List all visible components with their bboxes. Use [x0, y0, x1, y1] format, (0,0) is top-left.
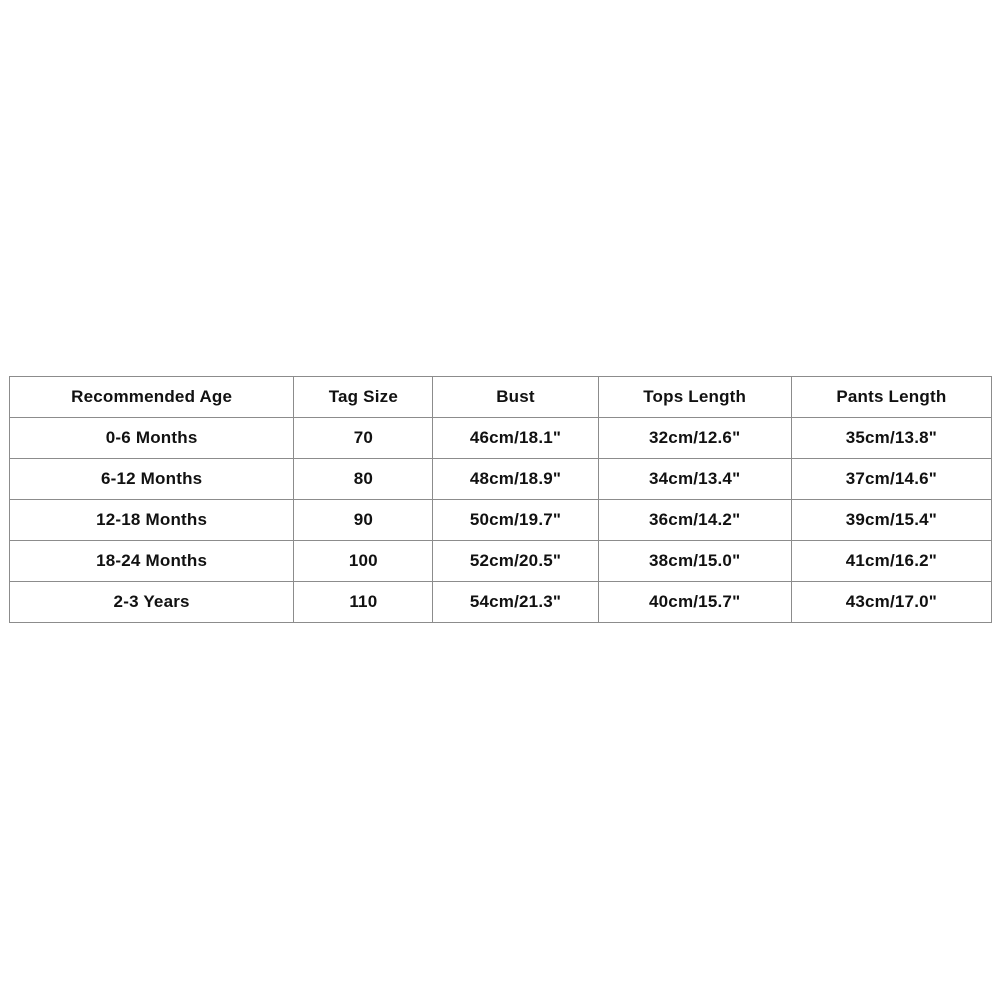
cell-pants-length: 39cm/15.4"	[791, 500, 991, 541]
cell-pants-length: 43cm/17.0"	[791, 582, 991, 623]
cell-bust: 46cm/18.1"	[433, 418, 598, 459]
cell-tops-length: 34cm/13.4"	[598, 459, 791, 500]
cell-tops-length: 32cm/12.6"	[598, 418, 791, 459]
table-row	[10, 500, 992, 541]
cell-recommended-age: 18-24 Months	[10, 541, 294, 582]
cell-recommended-age: 2-3 Years	[10, 582, 294, 623]
cell-tag-size: 70	[294, 418, 433, 459]
cell-tag-size: 90	[294, 500, 433, 541]
cell-tag-size: 100	[294, 541, 433, 582]
size-chart-table	[9, 376, 992, 623]
table-row	[10, 541, 992, 582]
cell-tops-length: 40cm/15.7"	[598, 582, 791, 623]
cell-tops-length: 38cm/15.0"	[598, 541, 791, 582]
cell-pants-length: 41cm/16.2"	[791, 541, 991, 582]
cell-bust: 54cm/21.3"	[433, 582, 598, 623]
cell-tag-size: 80	[294, 459, 433, 500]
header-pants-length: Pants Length	[791, 377, 991, 418]
cell-tops-length: 36cm/14.2"	[598, 500, 791, 541]
header-bust: Bust	[433, 377, 598, 418]
cell-recommended-age: 12-18 Months	[10, 500, 294, 541]
header-recommended-age: Recommended Age	[10, 377, 294, 418]
cell-tag-size: 110	[294, 582, 433, 623]
cell-recommended-age: 6-12 Months	[10, 459, 294, 500]
cell-recommended-age: 0-6 Months	[10, 418, 294, 459]
cell-pants-length: 37cm/14.6"	[791, 459, 991, 500]
table-row	[10, 459, 992, 500]
header-tops-length: Tops Length	[598, 377, 791, 418]
table-row	[10, 582, 992, 623]
table-row	[10, 418, 992, 459]
cell-bust: 48cm/18.9"	[433, 459, 598, 500]
cell-bust: 52cm/20.5"	[433, 541, 598, 582]
table-header-row	[10, 377, 992, 418]
cell-bust: 50cm/19.7"	[433, 500, 598, 541]
header-tag-size: Tag Size	[294, 377, 433, 418]
cell-pants-length: 35cm/13.8"	[791, 418, 991, 459]
